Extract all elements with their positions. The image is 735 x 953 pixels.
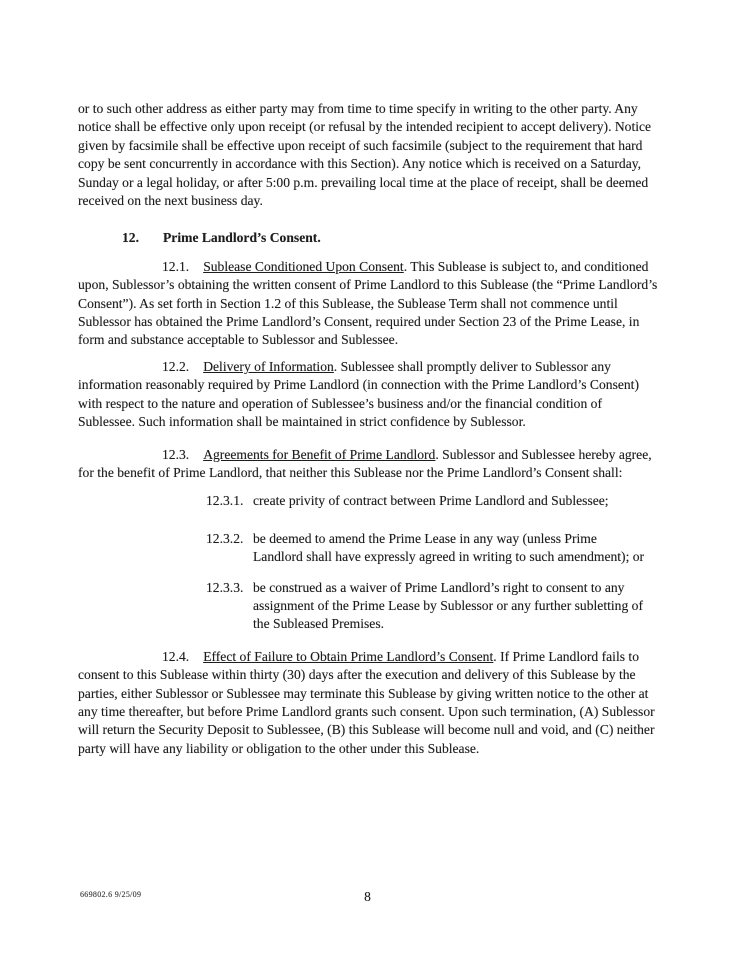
subsection-12-1 — [78, 258, 661, 350]
subsection-12-2-body: . Sublessee shall promptly deliver to Sublessor any information reasonably required by Prime Landlord (in connection with the Prime Landlord’s Consent) with respect to the nature and operation of Sublessee’s business and/or the financial condition of Sublessee. Such information shall be maintained in strict confidence by Sublessor. — [78, 358, 639, 430]
subsection-12-3-number: 12.3. — [162, 446, 190, 462]
footer-document-number: 669802.6 9/25/09 — [80, 890, 142, 899]
subsection-12-1-title: Sublease Conditioned Upon Consent — [203, 258, 404, 274]
clause-12-3-2-number: 12.3.2. — [206, 530, 244, 546]
subsection-12-2 — [78, 358, 661, 432]
subsection-12-2-title: Delivery of Information — [203, 358, 334, 374]
footer-page-number: 8 — [364, 889, 371, 904]
subsection-12-3-body: . Sublessor and Sublessee hereby agree, for the benefit of Prime Landlord, that neither this Sublease nor the Prime Landlord’s Consent shall: — [78, 446, 652, 480]
section-number: 12. — [122, 230, 139, 246]
clause-12-3-3 — [206, 579, 661, 634]
clause-12-3-2 — [206, 530, 661, 567]
section-12-heading — [78, 229, 661, 247]
subsection-12-4-number: 12.4. — [162, 648, 190, 664]
subsection-12-4-title: Effect of Failure to Obtain Prime Landlord’s Consent — [203, 648, 494, 664]
clause-12-3-3-number: 12.3.3. — [206, 579, 244, 595]
intro-paragraph: or to such other address as either party may from time to time specify in writing to the other party. Any notice shall be effective only upon receipt (or refusal by the intended recipient to accept delivery). Notice given by facsimile shall be effective upon receipt of such facsimile (subject to the requirement that hard copy be sent concurrently in accordance with this Section). Any notice which is received on a Saturday, Sunday or a legal holiday, or after 5:00 p.m. prevailing local time at the place of receipt, shall be deemed received on the next business day. — [78, 101, 652, 209]
clause-12-3-1 — [206, 492, 661, 510]
subsection-12-2-number: 12.2. — [162, 358, 190, 374]
subsection-12-4-body: . If Prime Landlord fails to consent to this Sublease within thirty (30) days after the execution and delivery of this Sublease by the parties, either Sublessor or Sublessee may terminate this Sublease by giving written notice to the other at any time thereafter, but before Prime Landlord grants such consent. Upon such termination, (A) Sublessor will return the Security Deposit to Sublessee, (B) this Sublease will become null and void, and (C) neither party will have any liability or obligation to the other under this Sublease. — [78, 648, 655, 756]
subsection-12-1-number: 12.1. — [162, 258, 190, 274]
subsection-12-4 — [78, 648, 661, 758]
subsection-12-3 — [78, 446, 661, 483]
subsection-12-3-title: Agreements for Benefit of Prime Landlord — [203, 446, 436, 462]
clause-12-3-1-text: create privity of contract between Prime Landlord and Sublessee; — [253, 493, 609, 509]
clause-12-3-3-text: be construed as a waiver of Prime Landlord’s right to consent to any assignment of the Prime Lease by Sublessor or any further subletting of the Subleased Premises. — [253, 579, 643, 632]
clause-12-3-2-text: be deemed to amend the Prime Lease in any way (unless Prime Landlord shall have expressly agreed in writing to such amendment); or — [253, 530, 645, 565]
clause-12-3-1-number: 12.3.1. — [206, 493, 244, 509]
subsection-12-1-body: . This Sublease is subject to, and conditioned upon, Sublessor’s obtaining the written consent of Prime Landlord to this Sublease (the “Prime Landlord’s Consent”). As set forth in Section 1.2 of this Sublease, the Sublease Term shall not commence until Sublessor has obtained the Prime Landlord’s Consent, required under Section 23 of the Prime Lease, in form and substance acceptable to Sublessor and Sublessee. — [78, 258, 658, 348]
section-title: Prime Landlord’s Consent. — [163, 230, 321, 246]
